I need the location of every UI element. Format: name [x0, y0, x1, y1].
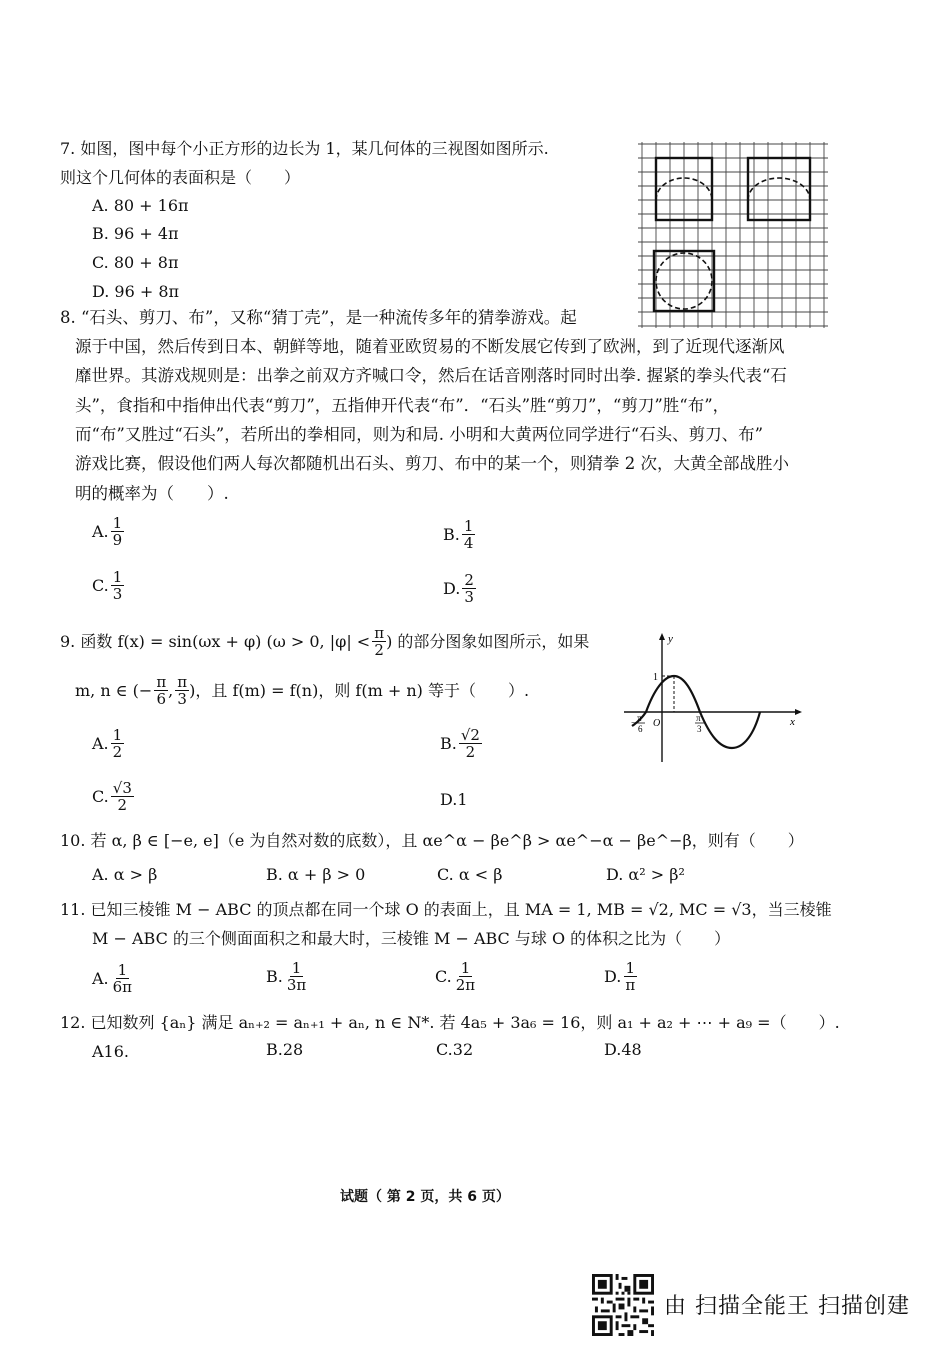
q9-stem-line2: m, n ∈ (− $\frac{\pi}{6}$ , $\frac{\pi}{3}$ )，且 f(m) = f(n)，则 f(m + n) 等于（ ）.	[75, 673, 530, 708]
three-view-figure	[636, 138, 836, 330]
q10-stem: 10. 若 α, β ∈ [−e, e]（e 为自然对数的底数），且 αe^α − βe^β > αe^−α − βe^−β，则有（ ）	[60, 831, 804, 850]
q8-option-d: D. $\frac{2}{3}$	[443, 571, 474, 606]
q7-option-b: B. 96 + 4π	[92, 224, 179, 243]
q11-option-b: B. $\frac{1}{3\pi}$	[266, 959, 307, 994]
q12-option-a: A16.	[92, 1042, 129, 1061]
q10-option-a: A. α > β	[92, 865, 158, 884]
q12-option-d: D.48	[604, 1040, 642, 1059]
q10-option-c: C. α < β	[437, 865, 503, 884]
qr-code-icon	[592, 1274, 654, 1336]
q8-line-5: 而“布”又胜过“石头”，若所出的拳相同，则为和局. 小明和大黄两位同学进行“石头、剪刀、布”	[75, 425, 764, 444]
q8-line-7: 明的概率为（ ）.	[75, 484, 229, 503]
q9-stem-line1: 9. 函数 f(x) = sin(ωx + φ) (ω > 0, |φ| < $\frac{\pi}{2}$ ) 的部分图象如图所示，如果	[60, 624, 590, 659]
right-tick-num: π	[696, 713, 701, 723]
q8-line-2: 源于中国，然后传到日本、朝鲜等地，随着亚欧贸易的不断发展它传到了欧洲，到了近现代逐渐风	[75, 337, 785, 356]
x-axis-arrow	[795, 709, 802, 715]
q9-option-d: D. 1	[440, 790, 468, 809]
left-tick-num: π	[637, 713, 642, 723]
origin-label: O	[653, 718, 661, 729]
grid-lines	[638, 142, 828, 328]
x-axis-label: x	[790, 716, 795, 728]
q9-option-a: A. $\frac{1}{2}$	[92, 726, 123, 761]
q8-option-c: C. $\frac{1}{3}$	[92, 568, 123, 603]
q12-stem: 12. 已知数列 {aₙ} 满足 aₙ₊₂ = aₙ₊₁ + aₙ, n ∈ N*. 若 4a₅ + 3a₆ = 16，则 a₁ + a₂ + ⋯ + a₉ =（ ）.	[60, 1013, 840, 1032]
q7-stem-line2: 则这个几何体的表面积是（ ）	[60, 168, 301, 187]
q11-option-d: D. $\frac{1}{\pi}$	[604, 959, 636, 994]
side-view-square	[748, 158, 810, 220]
q8-option-a: A. $\frac{1}{9}$	[92, 514, 123, 549]
q11-stem-line2: M − ABC 的三个侧面面积之和最大时，三棱锥 M − ABC 与球 O 的体积之比为（ ）	[92, 929, 731, 948]
q10-option-b: B. α + β > 0	[266, 865, 366, 884]
q11-option-a: A. $\frac{1}{6\pi}$	[92, 961, 133, 996]
left-tick-sign: −	[631, 718, 637, 729]
y-axis-label: y	[668, 633, 673, 645]
q7-option-d: D. 96 + 8π	[92, 282, 180, 301]
page-footer: 试题（ 第 2 页，共 6 页）	[340, 1189, 510, 1205]
q12-option-b: B.28	[266, 1040, 304, 1059]
camscanner-watermark-text: 由 扫描全能王 扫描创建	[664, 1294, 910, 1319]
y-one-label: 1	[653, 672, 658, 683]
q8-line-3: 靡世界。其游戏规则是：出拳之前双方齐喊口令，然后在话音刚落时同时出拳. 握紧的拳头代表“石	[75, 366, 787, 385]
q9-option-b: B. $\frac{√2}{2}$	[440, 726, 480, 761]
q7-option-a: A. 80 + 16π	[92, 196, 189, 215]
q11-stem-line1: 11. 已知三棱锥 M − ABC 的顶点都在同一个球 O 的表面上，且 MA = 1, MB = √2, MC = √3，当三棱锥	[60, 900, 832, 919]
q8-line-1: 8. “石头、剪刀、布”，又称“猜丁壳”，是一种流传多年的猜拳游戏。起	[60, 308, 577, 327]
right-tick-den: 3	[697, 724, 702, 734]
y-axis-arrow	[659, 633, 665, 640]
q10-option-d: D. α² > β²	[606, 865, 685, 884]
sine-graph-figure	[620, 630, 810, 765]
q12-option-c: C.32	[436, 1040, 474, 1059]
q7-option-c: C. 80 + 8π	[92, 253, 179, 272]
q7-stem-line1: 7. 如图，图中每个小正方形的边长为 1，某几何体的三视图如图所示.	[60, 139, 549, 158]
side-view-dashed-arc	[748, 178, 810, 200]
q8-option-b: B. $\frac{1}{4}$	[443, 517, 474, 552]
q8-line-6: 游戏比赛，假设他们两人每次都随机出石头、剪刀、布中的某一个，则猜拳 2 次，大黄全部战胜小	[75, 454, 789, 473]
q9-option-c: C. $\frac{√3}{2}$	[92, 779, 132, 814]
q11-option-c: C. $\frac{1}{2\pi}$	[435, 959, 476, 994]
q8-line-4: 头”，食指和中指伸出代表“剪刀”，五指伸开代表“布”．“石头”胜“剪刀”，“剪刀”胜“布”，	[75, 396, 730, 415]
left-tick-den: 6	[638, 724, 643, 734]
